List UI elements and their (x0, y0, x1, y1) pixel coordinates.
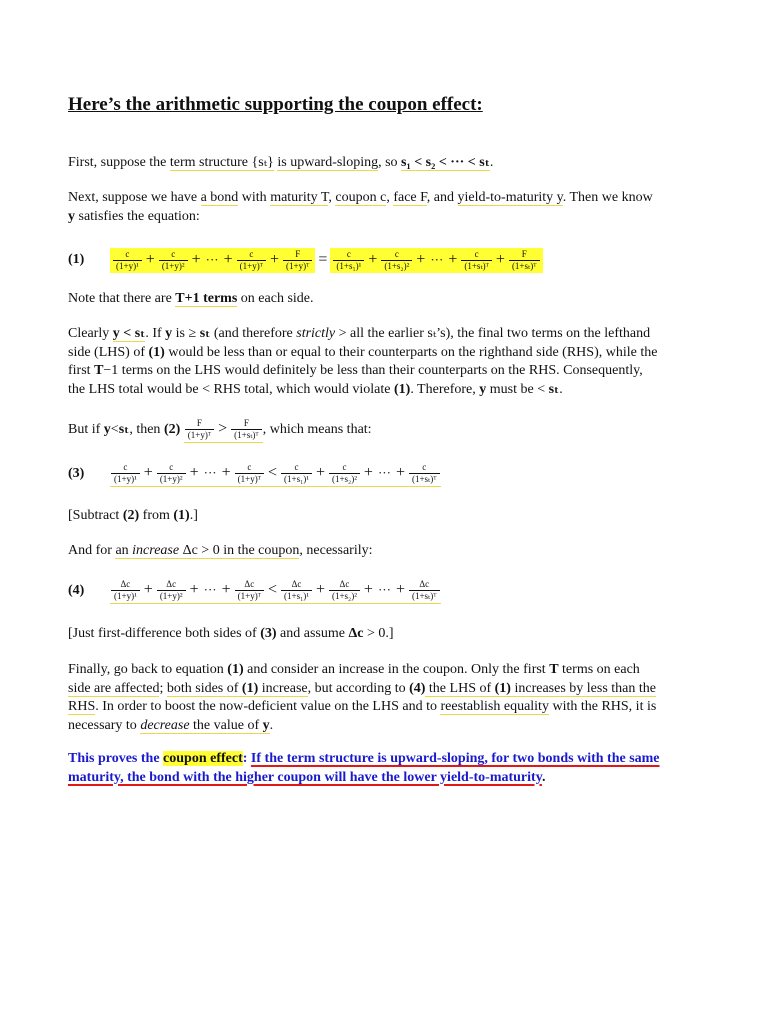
equation-2: $\frac{F}{\text{(1+y)ᵀ}}$ > $\frac{F}{\text{(1+sₜ)ᵀ}}$ (184, 418, 263, 443)
equation-1-rhs: $\frac{c}{\text{(1+s₁)¹}}$ + $\frac{c}{\text{(1+s₂)²}}$ + ··· + $\frac{c}{\text{(1+sₜ)ᵀ}}$ + $\frac{F}{\text{(1+sₜ)ᵀ}}$ (330, 248, 542, 273)
conclusion: This proves the coupon effect: If the term structure is upward-sloping, for two bonds with the same maturity, the bond with the higher coupon will have the lower yield-to-maturity. (68, 751, 660, 785)
equation-4: (4) $\frac{\Delta c}{\text{(1+y)¹}}$ + $\frac{\Delta c}{\text{(1+y)²}}$ + ··· + $\frac{\Delta c}{\text{(1+y)ᵀ}}$ < $\frac{\Delta c}{\text{(1+s₁)¹}}$ + $\frac{\Delta c}{\text{(1+s₂)²}}$ + ··· + $\frac{\Delta c}{\text{(1+sₜ)ᵀ}}$ (68, 574, 441, 608)
paragraph-clearly: Clearly y < sₜ. If y is ≥ sₜ (and therefore strictly > all the earlier sₜ’s), the final two terms on the lefthand side (LHS) of (1) would be less than or equal to their counterparts on the righthand side (RHS), while the first T−1 terms on the LHS would definitely be less than their counterparts on the RHS. Consequently, the LHS total would be < RHS total, which would violate (1). Therefore, y must be < sₜ. (68, 326, 658, 397)
paragraph-but-if: But if y < sₜ , then (2) $\frac{F}{\text{(1+y)ᵀ}}$ > $\frac{F}{\text{(1+sₜ)ᵀ}}$ , which means that: (68, 416, 700, 444)
paragraph-note-terms: Note that there are T+1 terms on each side. (68, 291, 314, 306)
paragraph-first-difference: [Just first-difference both sides of (3) and assume Δc > 0.] (68, 626, 394, 641)
page-title: Here’s the arithmetic supporting the coupon effect: (68, 94, 483, 115)
paragraph-finally: Finally, go back to equation (1) and consider an increase in the coupon. Only the first T terms on each side are affected; both sides of (1) increase, but according to (4) the LHS of (1) increases by less than the RHS. In order to boost the now-deficient value on the LHS and to reestablish equality with the RHS, it is necessary to decrease the value of y. (68, 662, 657, 733)
paragraph-increase: And for an increase Δc > 0 in the coupon, necessarily: (68, 543, 373, 558)
paragraph-term-structure: First, suppose the term structure {sₜ} is upward-sloping, so s₁ < s₂ < ··· < sₜ. (68, 155, 494, 170)
paragraph-subtract: [Subtract (2) from (1).] (68, 508, 198, 523)
paragraph-bond-setup: Next, suppose we have a bond with maturity T, coupon c, face F, and yield-to-maturity y. Then we know y satisfies the equation: (68, 190, 653, 224)
equation-3: (3) $\frac{c}{\text{(1+y)¹}}$ + $\frac{c}{\text{(1+y)²}}$ + ··· + $\frac{c}{\text{(1+y)ᵀ}}$ < $\frac{c}{\text{(1+s₁)¹}}$ + $\frac{c}{\text{(1+s₂)²}}$ + ··· + $\frac{c}{\text{(1+sₜ)ᵀ}}$ (68, 457, 441, 491)
equation-1: (1) $\frac{c}{\text{(1+y)¹}}$ + $\frac{c}{\text{(1+y)²}}$ + ··· + $\frac{c}{\text{(1+y)ᵀ}}$ + $\frac{F}{\text{(1+y)ᵀ}}$ = $\frac{c}{\text{(1+s₁)¹}}$ + $\frac{c}{\text{(1+s₂)²}}$ + ··· + $\frac{c}{\text{(1+sₜ)ᵀ}}$ + $\frac{F}{\text{(1+sₜ)ᵀ}}$ (68, 243, 543, 277)
equation-1-lhs: $\frac{c}{\text{(1+y)¹}}$ + $\frac{c}{\text{(1+y)²}}$ + ··· + $\frac{c}{\text{(1+y)ᵀ}}$ + $\frac{F}{\text{(1+y)ᵀ}}$ (110, 248, 315, 273)
